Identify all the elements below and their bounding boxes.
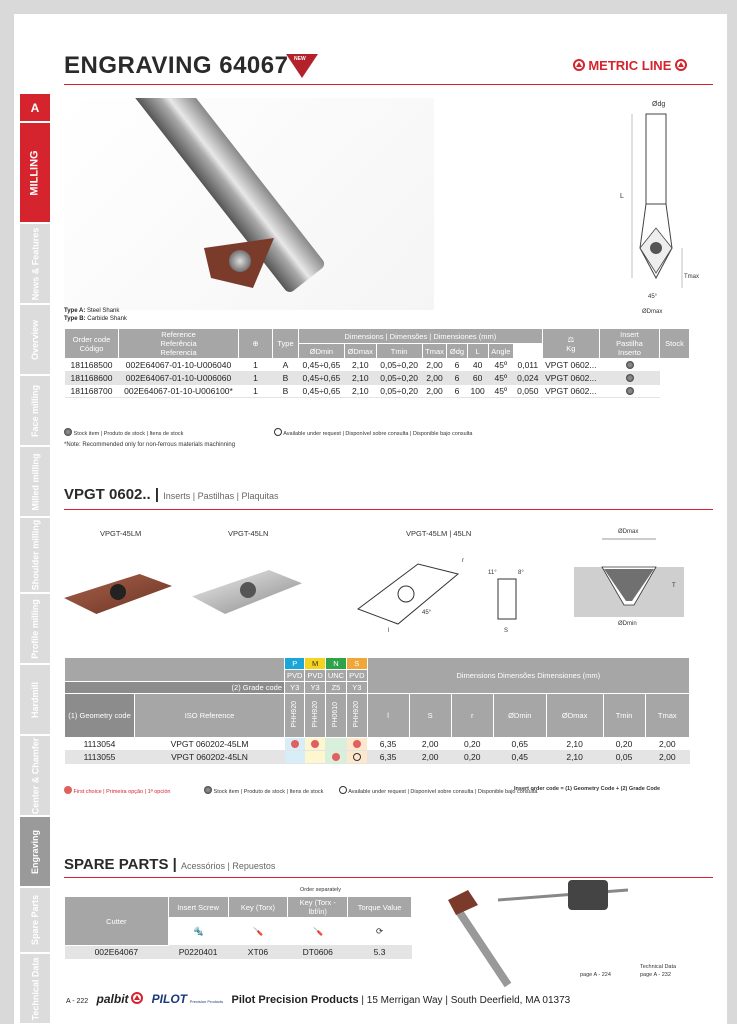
- page-number: A - 222: [66, 998, 89, 1005]
- insert-hole: [240, 582, 256, 598]
- stock-icon: [626, 361, 634, 369]
- metric-line-label: METRIC LINE: [573, 58, 687, 73]
- page-ref-technical[interactable]: page A - 232: [640, 972, 671, 978]
- palbit-logo-icon: [573, 59, 585, 71]
- weight-header: ⚖ Kg: [542, 329, 599, 359]
- company-name: Pilot Precision Products: [231, 994, 359, 1006]
- tab-news[interactable]: News & Features: [20, 224, 50, 304]
- first-choice-icon: [353, 740, 361, 748]
- insert-label-ln: VPGT-45LN: [228, 529, 269, 538]
- order-separately: Order separately: [300, 887, 341, 893]
- spare-parts-title: SPARE PARTS | Acessórios | Repuestos: [64, 856, 276, 873]
- tab-face-milling[interactable]: Face milling: [20, 376, 50, 446]
- first-choice-icon: [64, 786, 72, 794]
- drawing-angle-label: 45°: [648, 294, 658, 300]
- tab-technical-data[interactable]: Technical Data: [20, 954, 50, 1024]
- engraving-detail-drawing: [574, 519, 694, 629]
- page-ref-technical-label[interactable]: Technical Data: [640, 964, 677, 970]
- svg-text:ØDmin: ØDmin: [618, 621, 637, 627]
- spare-divider: [64, 877, 713, 878]
- side-tabs: [20, 94, 50, 1024]
- screw-icon: [229, 250, 251, 272]
- insert-table: P M N S Dimensions Dimensões Dimensiones (mm) PVD PVD UNC PVD (2) Grade code Y3 Y3 Z5 Y3 (1) Geometry code ISO Reference PHH920 PHH920 PH0610 PHH920 l S r ØDmin ØDmax Tmin Tmax 1113054 VPGT 060202-45LM 6,35 2,00 0,20 0,65 2,10 0,20 2,00 1113055 VPGT 060202-45LN 6,35 2,00 0,20 0,45 2,10 0,05 2,00: [64, 657, 690, 764]
- svg-text:45°: 45°: [422, 610, 432, 616]
- svg-text:T: T: [672, 583, 676, 589]
- insert-label-both: VPGT-45LM | 45LN: [406, 529, 472, 538]
- tab-center-chamfer[interactable]: Center & Chamfer: [20, 736, 50, 816]
- tab-letter[interactable]: A: [20, 94, 50, 122]
- stock-icon: [204, 786, 212, 794]
- footer: A - 222 palbit PILOT Precision Products Pilot Precision Products | 15 Merrigan Way | South Deerfield, MA 01373: [66, 992, 571, 1006]
- tab-profile[interactable]: Profile milling: [20, 594, 50, 664]
- tab-spare-parts[interactable]: Spare Parts: [20, 888, 50, 953]
- company-address: | 15 Merrigan Way | South Deerfield, MA 01373: [361, 995, 571, 1006]
- request-icon: [274, 428, 282, 436]
- insert-label-lm: VPGT-45LM: [100, 529, 142, 538]
- header-divider: [64, 84, 713, 85]
- torx-key-icon: 🪛: [228, 918, 288, 946]
- first-choice-legend: First choice | Primeira opção | 1ª opción: [64, 786, 170, 795]
- order-code-note: Insert order code = (1) Geometry Code + (2) Grade Code: [514, 786, 661, 792]
- palbit-logo-icon: [131, 992, 143, 1004]
- stock-icon: [64, 428, 72, 436]
- request-legend: Available under request | Disponível sobre consulta | Disponible bajo consulta: [274, 428, 473, 437]
- first-choice-icon: [291, 740, 299, 748]
- table-row: 181168700 002E64067-01-10-U006100* 1 B 0,45÷0,65 2,10 0,05÷0,20 2,00 6 100 45º 0,050 VPGT 0602...: [65, 385, 690, 398]
- palbit-logo-icon: [675, 59, 687, 71]
- stock-icon: [626, 387, 634, 395]
- insert-screw-icon: 🔩: [168, 918, 228, 946]
- table-row: 1113054 VPGT 060202-45LM 6,35 2,00 0,20 0,65 2,10 0,20 2,00: [65, 738, 690, 751]
- first-choice-icon: [311, 740, 319, 748]
- first-choice-icon: [332, 753, 340, 761]
- tab-milling[interactable]: MILLING: [20, 123, 50, 223]
- tab-milled[interactable]: Milled milling: [20, 447, 50, 517]
- table-row: 181168600 002E64067-01-10-U006060 1 B 0,45÷0,65 2,10 0,05÷0,20 2,00 6 60 45º 0,024 VPGT 0602...: [65, 372, 690, 385]
- inserts-section-title: VPGT 0602.. | Inserts | Pastilhas | Plaquitas: [64, 486, 279, 503]
- insert-drawing: [348, 544, 548, 634]
- tab-overview[interactable]: Overview: [20, 305, 50, 375]
- svg-text:l: l: [388, 628, 390, 634]
- catalog-page: [14, 14, 727, 1024]
- request-icon: [353, 753, 361, 761]
- spare-parts-table: Cutter Insert Screw Key (Torx) Key (Torx - lbf/in) Torque Value 🔩 🪛 🪛 ⟳ 002E64067 P0220401 XT06 DT0606 5.3: [64, 896, 412, 959]
- svg-text:r: r: [462, 558, 464, 564]
- request-icon: [339, 786, 347, 794]
- tool-photo: [64, 98, 434, 310]
- stock-icon: [626, 374, 634, 382]
- note: *Note: Recommended only for non-ferrous materials machinning: [64, 442, 236, 448]
- type-notes: Type A: Steel Shank Type B: Carbide Shank: [64, 308, 127, 322]
- drawing-dmax-label: ØDmax: [642, 309, 663, 315]
- tab-hardmill[interactable]: Hardmill: [20, 665, 50, 735]
- table-row: 002E64067 P0220401 XT06 DT0606 5.3: [65, 946, 412, 959]
- svg-text:ØDmax: ØDmax: [618, 529, 639, 535]
- insert-request-legend: Available under request | Disponível sobre consulta | Disponible bajo consulta: [339, 786, 539, 795]
- drawing-tmax-label: Tmax: [684, 274, 699, 280]
- tool-drawing: [612, 98, 702, 318]
- insert-hole: [110, 584, 126, 600]
- svg-text:S: S: [504, 628, 509, 634]
- pilot-brand: PILOT: [151, 992, 187, 1006]
- table-row: 181168500 002E64067-01-10-U006040 1 A 0,45÷0,65 2,10 0,05÷0,20 2,00 6 40 45º 0,011 VPGT 0602...: [65, 359, 690, 372]
- insert-stock-legend: Stock item | Produto de stock | Itens de stock: [204, 786, 323, 795]
- quantity-icon: ⊕: [239, 329, 273, 359]
- new-badge: NEW: [286, 54, 318, 78]
- inserts-divider: [64, 509, 713, 510]
- drawing-dg-label: Ødg: [652, 101, 666, 108]
- page-ref-key[interactable]: page A - 224: [580, 972, 611, 978]
- torque-icon: ⟳: [348, 918, 412, 946]
- svg-text:11°: 11°: [488, 570, 497, 576]
- tab-engraving[interactable]: Engraving: [20, 817, 50, 887]
- tab-shoulder[interactable]: Shoulder milling: [20, 518, 50, 593]
- page-title: ENGRAVING 64067: [64, 52, 289, 79]
- svg-text:8°: 8°: [518, 570, 524, 576]
- tool-table: Order code Código Reference Referência Referencia ⊕ Type Dimensions | Dimensões | Dimensiones (mm) ⚖ Kg Insert Pastilha Inserto Stock ØDmin ØDmax Tmin Tmax Ødg L Angle 181168500 002E64067-01-10-U006040 1 A 0,45÷0,65 2,10 0,05÷0,20 2,00 6 40 45º 0,011 VPGT 0602... 181168600 002E64067-01-10-U006060 1 B 0,45÷0,65 2,10 0,05÷0,20 2,00 6 60 45º 0,024 VPGT 0602... 181168700 002E64067-01-10-U006100* 1 B 0,45÷0,65 2,10 0,05÷0,20 2,00 6 100 45º 0,050 VPGT 0602...: [64, 328, 690, 398]
- drawing-l-label: L: [620, 193, 624, 200]
- stock-legend: Stock item | Produto de stock | Itens de stock: [64, 428, 183, 437]
- table-row: 1113055 VPGT 060202-45LN 6,35 2,00 0,20 0,45 2,10 0,05 2,00: [65, 751, 690, 764]
- palbit-brand: palbit: [96, 992, 129, 1006]
- torque-key-icon: 🪛: [288, 918, 348, 946]
